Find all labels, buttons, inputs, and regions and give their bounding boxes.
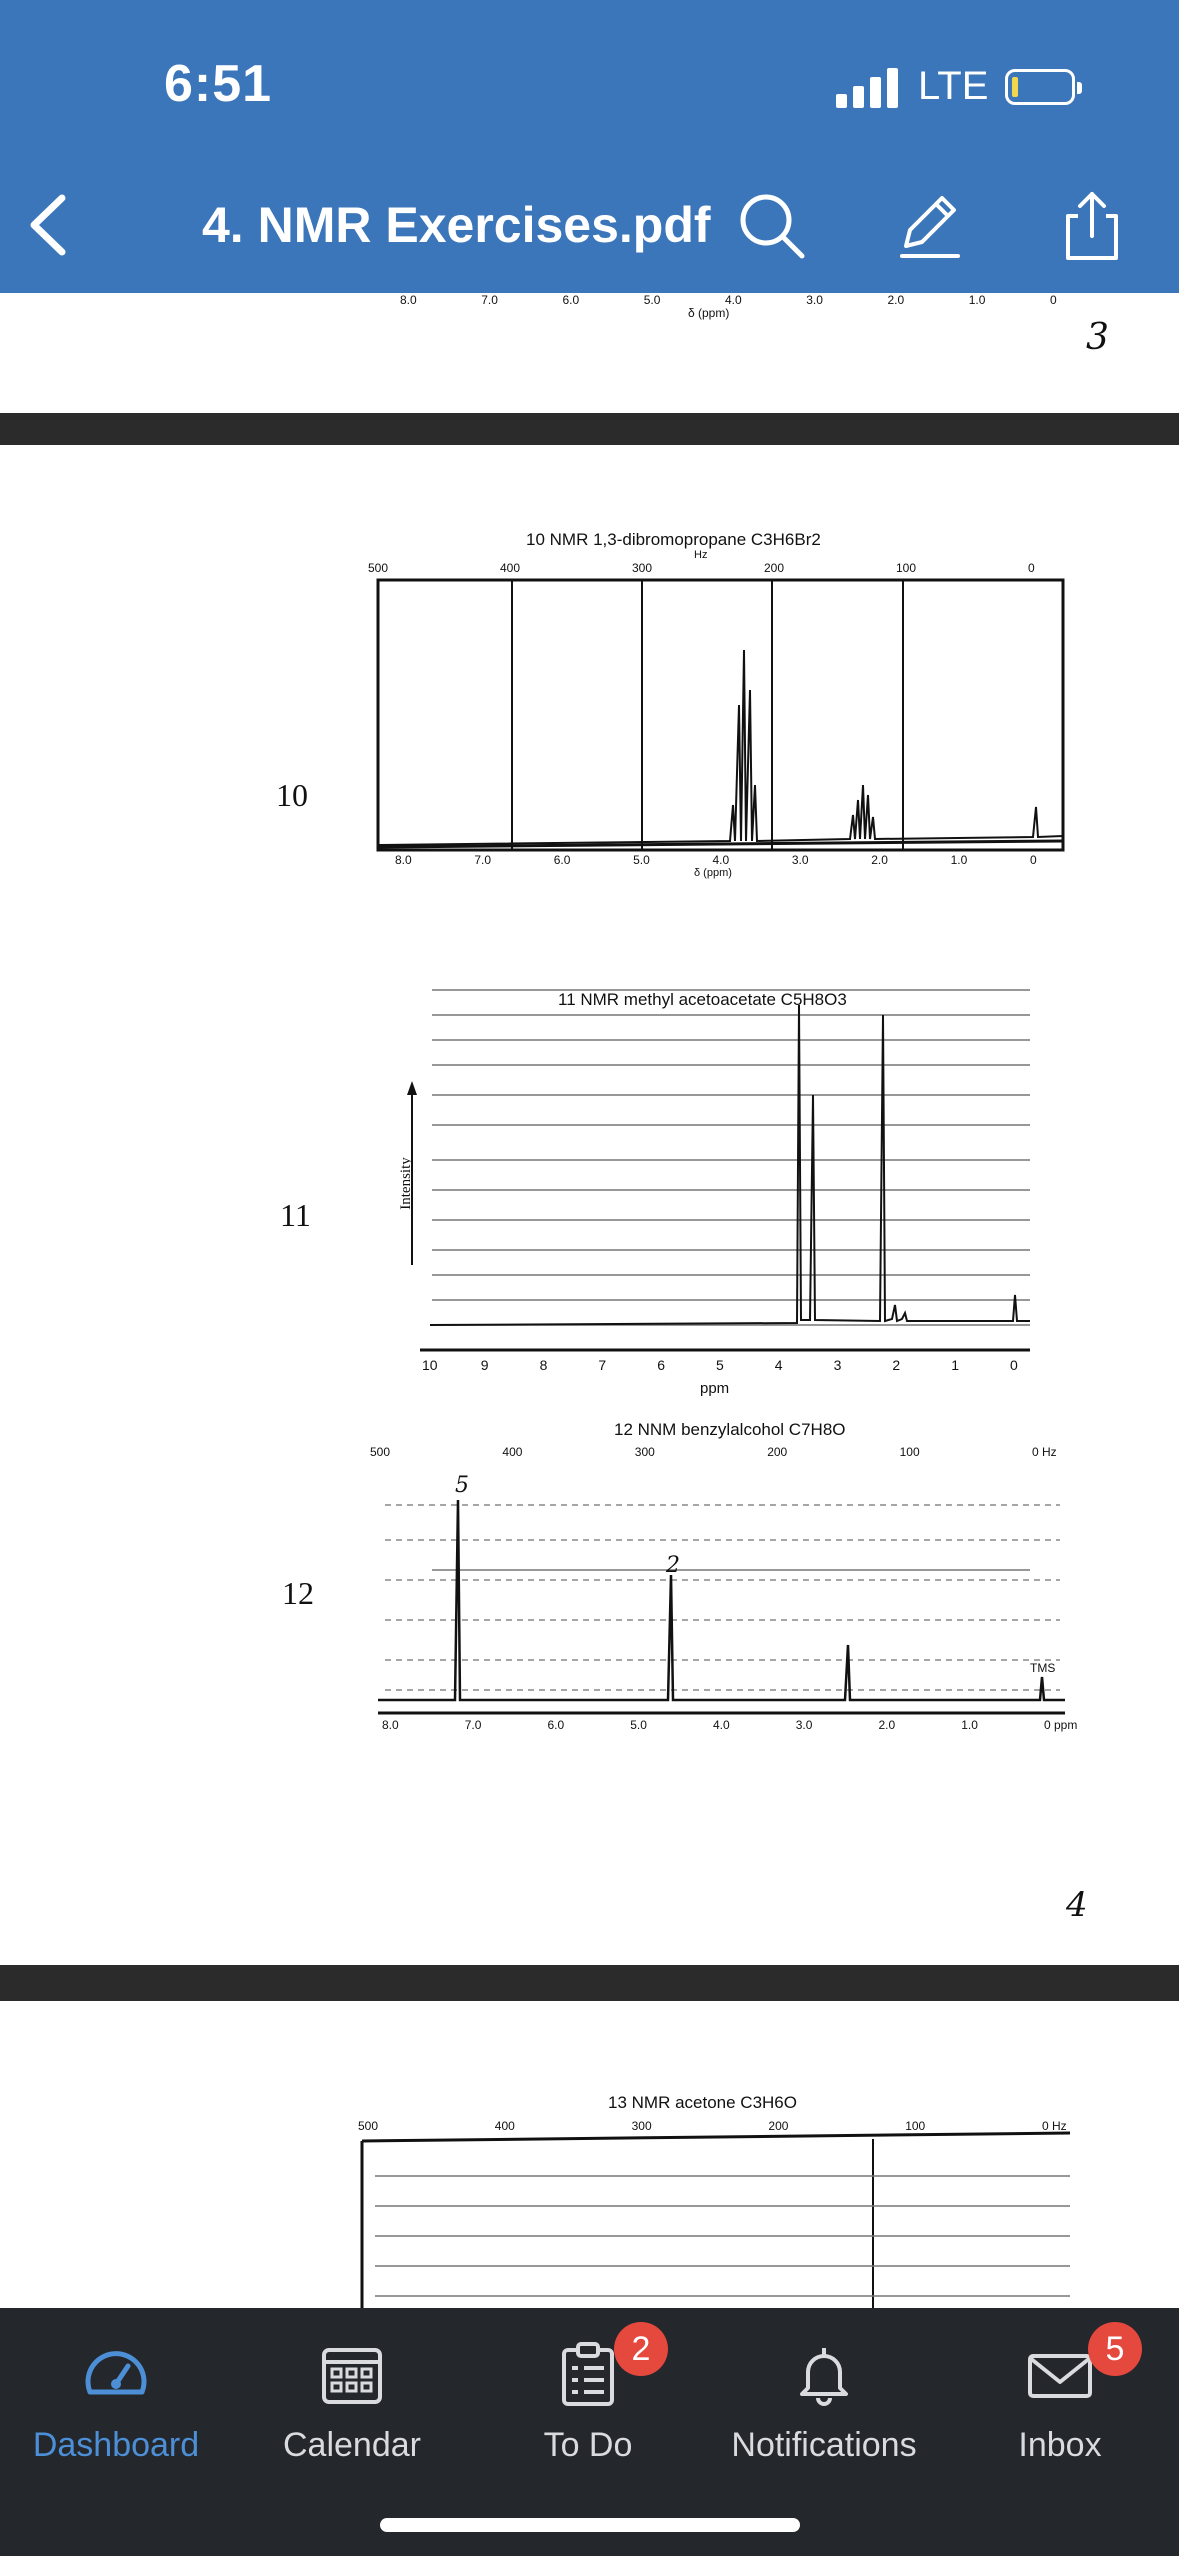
status-time: 6:51 bbox=[164, 55, 273, 113]
spectrum-12-hz-tick: 500 bbox=[370, 1445, 391, 1459]
spectrum-13-drawing bbox=[0, 2001, 1179, 2308]
page3-axis-tick: 3.0 bbox=[806, 293, 823, 307]
annotate-button[interactable] bbox=[892, 188, 968, 264]
spectrum-10-axis-unit: δ (ppm) bbox=[694, 867, 732, 879]
chevron-left-icon bbox=[22, 190, 82, 260]
spectrum-11-ppm-tick: 6 bbox=[657, 1357, 665, 1373]
spectrum-10-hz-tick: 100 bbox=[896, 561, 917, 575]
tms-label: TMS bbox=[1030, 1661, 1056, 1675]
spectrum-11-ppm-tick: 7 bbox=[598, 1357, 607, 1373]
spectrum-10-hz-tick: 0 bbox=[1028, 561, 1035, 575]
signal-strength-icon bbox=[836, 68, 898, 108]
peak-annotation-aromatic: 5 bbox=[455, 1473, 469, 1498]
spectrum-12-ppm-tick: 5.0 bbox=[630, 1718, 647, 1732]
tab-inbox-label: Inbox bbox=[1018, 2426, 1102, 2464]
calendar-icon bbox=[316, 2338, 388, 2410]
pdf-viewer[interactable] bbox=[0, 293, 1179, 2308]
spectrum-10-hz-tick: 200 bbox=[764, 561, 785, 575]
network-label: LTE bbox=[918, 64, 989, 108]
spectrum-10-ppm-tick: 1.0 bbox=[950, 853, 968, 867]
spectrum-11-ppm-tick: 5 bbox=[716, 1357, 724, 1373]
spectrum-11-ppm-tick: 0 bbox=[1010, 1357, 1018, 1373]
spectrum-12-hz-tick: 100 bbox=[899, 1445, 920, 1459]
tab-todo[interactable] bbox=[478, 2328, 698, 2478]
spectrum-10-hz-tick: 400 bbox=[500, 561, 521, 575]
spectrum-13-hz-tick: 400 bbox=[494, 2119, 515, 2133]
spectrum-10-number: 10 bbox=[276, 777, 308, 813]
tab-calendar[interactable] bbox=[242, 2328, 462, 2478]
pdf-page-3 bbox=[0, 293, 1179, 413]
share-button[interactable] bbox=[1054, 188, 1130, 264]
spectrum-11-ppm-tick: 2 bbox=[892, 1357, 901, 1373]
spectrum-13-hz-tick: 500 bbox=[358, 2119, 379, 2133]
spectrum-12-ppm-tick: 7.0 bbox=[464, 1718, 482, 1732]
spectrum-10-ppm-tick: 2.0 bbox=[871, 853, 888, 867]
page3-axis-tick: 7.0 bbox=[481, 293, 498, 307]
page3-axis-tick: 6.0 bbox=[562, 293, 580, 307]
spectrum-10-ppm-tick: 4.0 bbox=[712, 853, 730, 867]
home-indicator[interactable] bbox=[380, 2518, 800, 2532]
spectrum-11-ppm-tick: 1 bbox=[951, 1357, 959, 1373]
inbox-badge: 5 bbox=[1088, 2322, 1142, 2376]
page3-axis-tick: 8.0 bbox=[400, 293, 417, 307]
page3-axis-tick: 5.0 bbox=[643, 293, 661, 307]
spectrum-12-ppm-tick: 6.0 bbox=[547, 1718, 565, 1732]
search-button[interactable] bbox=[734, 188, 810, 264]
spectrum-10-ppm-tick: 8.0 bbox=[395, 853, 412, 867]
dashboard-icon bbox=[80, 2338, 152, 2410]
spectrum-13-hz-tick: 0 Hz bbox=[1042, 2119, 1067, 2133]
spectrum-12-ppm-tick: 8.0 bbox=[382, 1718, 399, 1732]
tab-inbox[interactable] bbox=[950, 2328, 1170, 2478]
tab-dashboard-label: Dashboard bbox=[32, 2426, 200, 2464]
page3-axis-unit: δ (ppm) bbox=[688, 306, 730, 320]
spectrum-11-title: 11 NMR methyl acetoacetate C5H8O3 bbox=[558, 990, 847, 1009]
back-button[interactable] bbox=[22, 190, 82, 260]
spectrum-11-number: 11 bbox=[280, 1197, 311, 1233]
search-icon bbox=[734, 188, 810, 264]
pdf-page-4 bbox=[0, 445, 1179, 1965]
bell-icon bbox=[788, 2338, 860, 2410]
spectrum-13-hz-tick: 300 bbox=[631, 2119, 652, 2133]
todo-badge: 2 bbox=[614, 2322, 668, 2376]
page3-axis-tick: 0 bbox=[1050, 293, 1057, 307]
page3-axis-tick: 2.0 bbox=[887, 293, 905, 307]
spectrum-10-ppm-tick: 5.0 bbox=[633, 853, 650, 867]
spectrum-10-ppm-tick: 6.0 bbox=[553, 853, 571, 867]
spectrum-12-hz-tick: 400 bbox=[502, 1445, 523, 1459]
spectrum-11-ppm-tick: 10 bbox=[422, 1357, 438, 1373]
spectrum-11-y-label: Intensity bbox=[397, 1157, 414, 1210]
spectrum-11-ppm-tick: 9 bbox=[480, 1357, 489, 1373]
inbox-icon bbox=[1024, 2338, 1096, 2410]
page3-axis-tick: 4.0 bbox=[725, 293, 742, 307]
spectrum-10-hz-unit: Hz bbox=[694, 549, 708, 561]
spectrum-10-ppm-tick: 0 bbox=[1030, 853, 1037, 867]
spectrum-12-hz-tick: 300 bbox=[634, 1445, 655, 1459]
spectrum-10-title: 10 NMR 1,3-dibromopropane C3H6Br2 bbox=[526, 530, 821, 549]
spectrum-10-ppm-tick: 3.0 bbox=[791, 853, 809, 867]
spectrum-11-axis-unit: ppm bbox=[700, 1380, 730, 1397]
spectrum-12-ppm-tick: 3.0 bbox=[795, 1718, 813, 1732]
spectrum-12-number: 12 bbox=[282, 1575, 314, 1611]
tab-todo-label: To Do bbox=[543, 2426, 633, 2464]
spectrum-13-hz-tick: 200 bbox=[768, 2119, 789, 2133]
spectrum-11-ppm-tick: 8 bbox=[539, 1357, 548, 1373]
spectrum-13-hz-tick: 100 bbox=[905, 2119, 926, 2133]
spectrum-12-hz-tick: 0 Hz bbox=[1032, 1445, 1057, 1459]
spectrum-11-ppm-tick: 4 bbox=[774, 1357, 783, 1373]
spectrum-11-ppm-tick: 3 bbox=[833, 1357, 842, 1373]
spectrum-10-hz-tick: 500 bbox=[368, 561, 389, 575]
tab-notifications-label: Notifications bbox=[731, 2426, 917, 2464]
pdf-page-5 bbox=[0, 2001, 1179, 2308]
battery-icon bbox=[1005, 69, 1075, 105]
pen-icon bbox=[892, 188, 968, 264]
tab-calendar-label: Calendar bbox=[283, 2426, 421, 2464]
page-number: 4 bbox=[1066, 1885, 1088, 1925]
tab-dashboard[interactable] bbox=[6, 2328, 226, 2478]
share-icon bbox=[1054, 188, 1130, 264]
spectrum-12-ppm-tick: 4.0 bbox=[713, 1718, 730, 1732]
spectrum-12-title: 12 NNM benzylalcohol C7H8O bbox=[614, 1420, 846, 1439]
page3-axis-tick: 1.0 bbox=[968, 293, 986, 307]
spectrum-10-ppm-tick: 7.0 bbox=[474, 853, 492, 867]
peak-annotation-ch2: 2 bbox=[666, 1553, 680, 1578]
spectrum-12-ppm-tick: 1.0 bbox=[961, 1718, 978, 1732]
spectrum-13-title: 13 NMR acetone C3H6O bbox=[608, 2093, 797, 2112]
document-title: 4. NMR Exercises.pdf bbox=[202, 197, 711, 253]
spectrum-12-ppm-tick: 2.0 bbox=[878, 1718, 896, 1732]
spectrum-12-ppm-tick: 0 ppm bbox=[1044, 1718, 1078, 1732]
tab-notifications[interactable] bbox=[714, 2328, 934, 2478]
spectrum-12-hz-tick: 200 bbox=[767, 1445, 788, 1459]
top-header bbox=[0, 0, 1179, 293]
spectra-drawing bbox=[0, 445, 1179, 1965]
page3-axis bbox=[0, 293, 1179, 413]
spectrum-10-hz-tick: 300 bbox=[632, 561, 653, 575]
page-number: 3 bbox=[1086, 317, 1109, 358]
